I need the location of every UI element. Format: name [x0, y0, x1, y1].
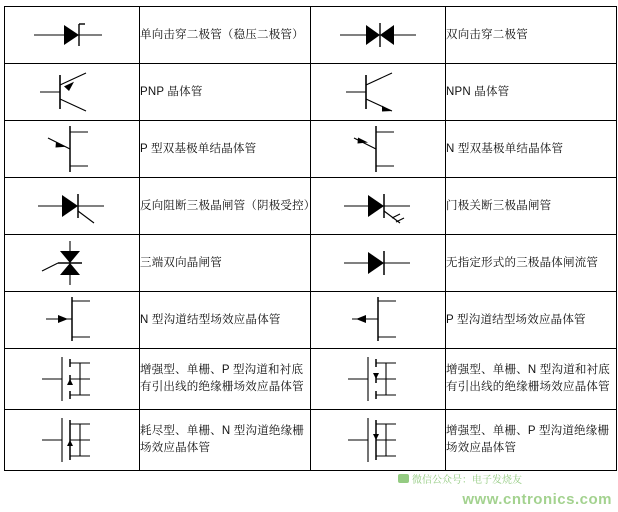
table-row: [5, 121, 617, 178]
semiconductor-symbol-table: [4, 6, 617, 471]
symbol-cell: [5, 64, 140, 121]
symbol-cell: [5, 349, 140, 410]
n-type-ujt-icon: [311, 121, 445, 177]
pnp-transistor-icon: [5, 64, 139, 120]
table-row: [5, 7, 617, 64]
bidirectional-breakdown-diode-icon: [311, 7, 445, 63]
symbol-description: P 型沟道结型场效应晶体管: [446, 292, 617, 349]
symbol-description: 门极关断三极晶闸管: [446, 178, 617, 235]
reverse-blocking-thyristor-icon: [5, 178, 139, 234]
symbol-cell: [5, 292, 140, 349]
symbol-description: 单向击穿二极管（稳压二极管）: [140, 7, 311, 64]
wechat-watermark: [398, 471, 522, 486]
table-row: [5, 349, 617, 410]
symbol-description: 增强型、单栅、P 型沟道和衬底有引出线的绝缘栅场效应晶体管: [140, 349, 311, 410]
depletion-p-channel-mosfet-icon: [311, 410, 445, 470]
symbol-description: P 型双基极单结晶体管: [140, 121, 311, 178]
symbol-cell: [5, 121, 140, 178]
symbol-cell: [5, 7, 140, 64]
n-channel-jfet-icon: [5, 292, 139, 348]
symbol-description: 反向阻断三极晶闸管（阴极受控）: [140, 178, 311, 235]
symbol-description: 三端双向晶闸管: [140, 235, 311, 292]
symbol-cell: [311, 64, 446, 121]
symbol-description: N 型双基极单结晶体管: [446, 121, 617, 178]
table-row: [5, 410, 617, 471]
symbol-cell: [311, 410, 446, 471]
symbol-description: 耗尽型、单栅、N 型沟道绝缘栅场效应晶体管: [140, 410, 311, 471]
symbol-description: N 型沟道结型场效应晶体管: [140, 292, 311, 349]
symbol-cell: [311, 235, 446, 292]
enhancement-n-channel-mosfet-icon: [311, 349, 445, 409]
symbol-cell: [5, 410, 140, 471]
enhancement-p-channel-mosfet-icon: [5, 349, 139, 409]
p-channel-jfet-icon: [311, 292, 445, 348]
symbol-cell: [311, 121, 446, 178]
symbol-description: PNP 晶体管: [140, 64, 311, 121]
symbol-cell: [311, 7, 446, 64]
site-watermark: www.cntronics.com: [462, 491, 612, 508]
symbol-description: 无指定形式的三极晶体闸流管: [446, 235, 617, 292]
symbol-cell: [311, 349, 446, 410]
symbol-cell: [311, 292, 446, 349]
npn-transistor-icon: [311, 64, 445, 120]
symbol-description: 双向击穿二极管: [446, 7, 617, 64]
table-row: [5, 64, 617, 121]
p-type-ujt-icon: [5, 121, 139, 177]
depletion-n-channel-mosfet-icon: [5, 410, 139, 470]
symbol-table-page: [0, 6, 618, 512]
table-row: [5, 235, 617, 292]
symbol-description: 增强型、单栅、P 型沟道绝缘栅场效应晶体管: [446, 410, 617, 471]
symbol-cell: [311, 178, 446, 235]
symbol-description: 增强型、单栅、N 型沟道和衬底有引出线的绝缘栅场效应晶体管: [446, 349, 617, 410]
wechat-icon: [398, 474, 409, 483]
symbol-cell: [5, 178, 140, 235]
unspecified-thyristor-icon: [311, 235, 445, 291]
gate-turn-off-thyristor-icon: [311, 178, 445, 234]
symbol-cell: [5, 235, 140, 292]
unidirectional-breakdown-diode-icon: [5, 7, 139, 63]
wechat-watermark-text: 微信公众号：电子发烧友: [412, 475, 522, 486]
table-row: [5, 292, 617, 349]
triac-icon: [5, 235, 139, 291]
table-row: [5, 178, 617, 235]
symbol-description: NPN 晶体管: [446, 64, 617, 121]
